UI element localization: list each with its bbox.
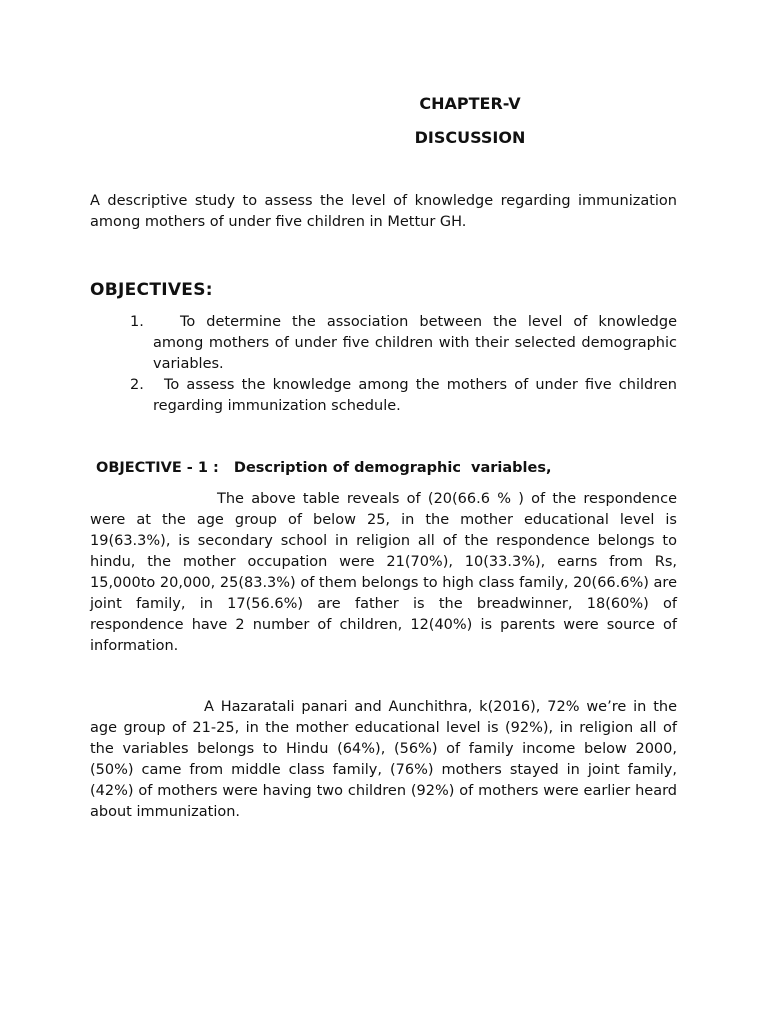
list-item (130, 375, 677, 417)
chapter-heading: CHAPTER-V (419, 94, 521, 113)
list-item (130, 312, 677, 375)
list-item-number: 2. (130, 377, 144, 393)
intro-paragraph: A descriptive study to assess the level of knowledge regarding immunization among mothers of under five children in Mettur GH. (90, 193, 677, 230)
list-item-text: To assess the knowledge among the mothers of under five children regarding immunization schedule. (153, 377, 677, 414)
objectives-heading: OBJECTIVES: (90, 280, 213, 300)
list-item-number: 1. (130, 314, 144, 330)
discussion-paragraph-2: A Hazaratali panari and Aunchithra, k(2016), 72% we’re in the age group of 21-25, in the mother educational level is (92%), in religion all of the variables belongs to Hindu (64%), (56%) of family income below 2000, (50%) came from middle class family, (76%) mothers stayed in joint family, (42%) of mothers were having two children (92%) of mothers were earlier heard about immunization. (90, 699, 677, 820)
objective-1-heading: OBJECTIVE - 1 : Description of demographic variables, (96, 460, 552, 476)
list-item-text: To determine the association between the level of knowledge among mothers of under five children with their selected demographic variables. (153, 314, 677, 372)
objectives-list (130, 312, 677, 417)
discussion-paragraph-1: The above table reveals of (20(66.6 % ) of the respondence were at the age group of below 25, in the mother educational level is 19(63.3%), is secondary school in religion all of the respondence belongs to hindu, the mother occupation were 21(70%), 10(33.3%), earns from Rs, 15,000to 20,000, 25(83.3%) of them belongs to high class family, 20(66.6%) are joint family, in 17(56.6%) are father is the breadwinner, 18(60%) of respondence have 2 number of children, 12(40%) is parents were source of information. (90, 491, 677, 654)
page-title: DISCUSSION (414, 128, 526, 147)
